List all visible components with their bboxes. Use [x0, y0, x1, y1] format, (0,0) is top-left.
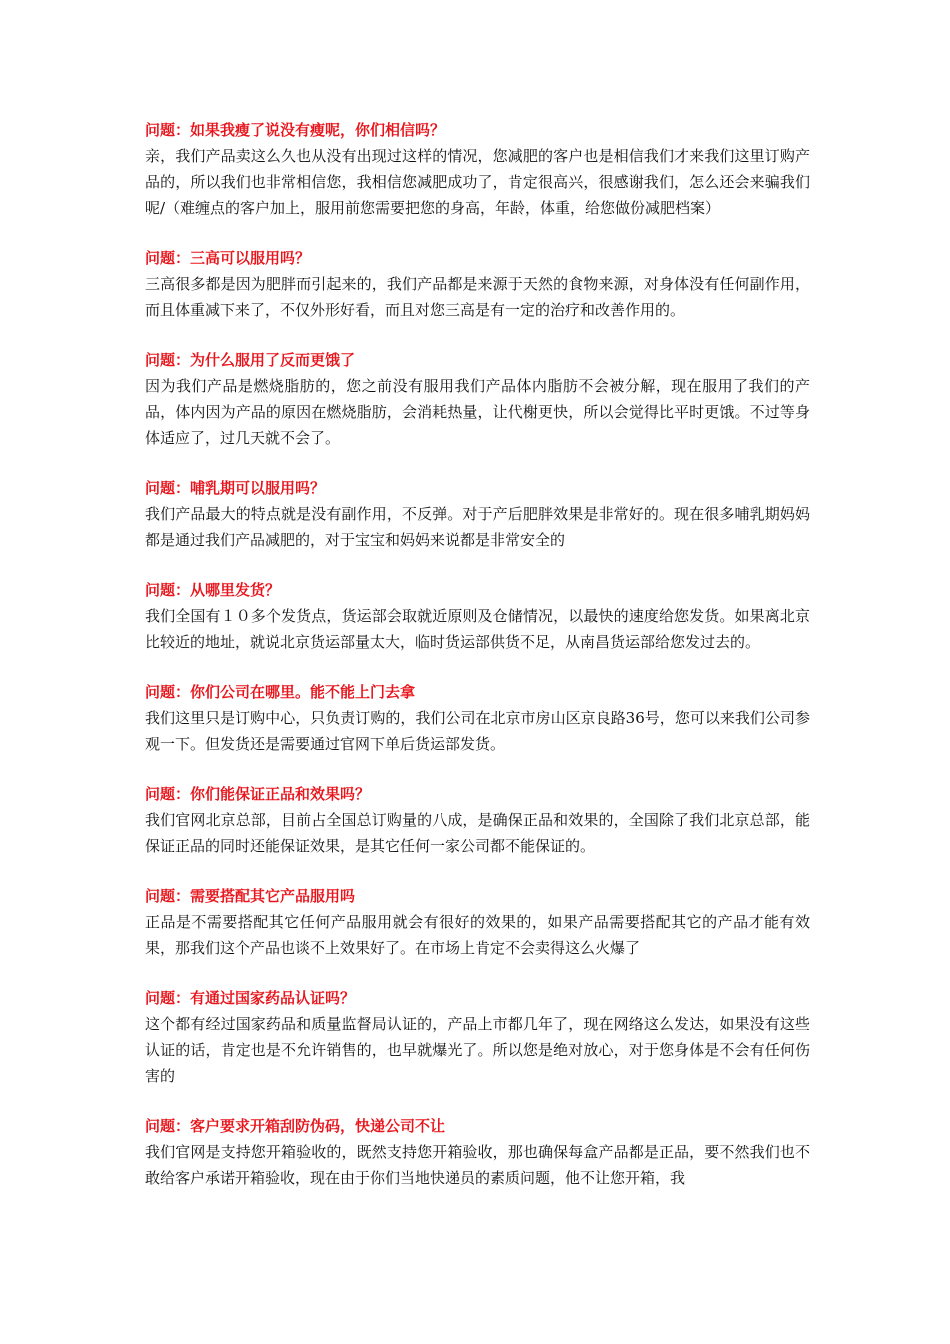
faq-item — [145, 577, 810, 655]
faq-item — [145, 117, 810, 221]
faq-answer: 我们产品最大的特点就是没有副作用，不反弹。对于产后肥胖效果是非常好的。现在很多哺乳期妈妈都是通过我们产品减肥的，对于宝宝和妈妈来说都是非常安全的 — [145, 505, 810, 549]
faq-answer: 我们官网是支持您开箱验收的，既然支持您开箱验收，那也确保每盒产品都是正品，要不然我们也不敢给客户承诺开箱验收，现在由于你们当地快递员的素质问题，他不让您开箱，我 — [145, 1143, 810, 1187]
faq-item — [145, 475, 810, 553]
faq-answer: 我们官网北京总部，目前占全国总订购量的八成，是确保正品和效果的，全国除了我们北京总部，能保证正品的同时还能保证效果，是其它任何一家公司都不能保证的。 — [145, 811, 810, 855]
faq-question: 问题：你们能保证正品和效果吗？ — [145, 785, 371, 803]
faq-question: 问题：哺乳期可以服用吗？ — [145, 479, 326, 497]
faq-question: 问题：客户要求开箱刮防伪码，快递公司不让 — [145, 1117, 446, 1135]
faq-answer: 因为我们产品是燃烧脂肪的，您之前没有服用我们产品体内脂肪不会被分解，现在服用了我们的产品，体内因为产品的原因在燃烧脂肪，会消耗热量，让代榭更快，所以会觉得比平时更饿。不过等身体适应了，过几天就不会了。 — [145, 377, 810, 447]
faq-item — [145, 781, 810, 859]
faq-question: 问题：你们公司在哪里。能不能上门去拿 — [145, 683, 416, 701]
faq-question: 问题：从哪里发货？ — [145, 581, 281, 599]
faq-question: 问题：有通过国家药品认证吗？ — [145, 989, 356, 1007]
faq-question: 问题：需要搭配其它产品服用吗 — [145, 887, 356, 905]
faq-item — [145, 1113, 810, 1191]
faq-answer: 我们全国有１０多个发货点，货运部会取就近原则及仓储情况，以最快的速度给您发货。如果离北京比较近的地址，就说北京货运部量太大，临时货运部供货不足，从南昌货运部给您发过去的。 — [145, 607, 810, 651]
faq-document — [145, 117, 810, 1215]
faq-answer: 三高很多都是因为肥胖而引起来的，我们产品都是来源于天然的食物来源，对身体没有任何副作用，而且体重减下来了，不仅外形好看，而且对您三高是有一定的治疗和改善作用的。 — [145, 275, 810, 319]
faq-item — [145, 679, 810, 757]
faq-question: 问题：为什么服用了反而更饿了 — [145, 351, 356, 369]
faq-question: 问题：三高可以服用吗？ — [145, 249, 311, 267]
faq-answer: 我们这里只是订购中心，只负责订购的，我们公司在北京市房山区京良路36号，您可以来我们公司参观一下。但发货还是需要通过官网下单后货运部发货。 — [145, 709, 810, 753]
faq-question: 问题：如果我瘦了说没有瘦呢，你们相信吗？ — [145, 121, 446, 139]
faq-item — [145, 985, 810, 1089]
faq-item — [145, 347, 810, 451]
faq-item — [145, 883, 810, 961]
faq-answer: 亲，我们产品卖这么久也从没有出现过这样的情况，您减肥的客户也是相信我们才来我们这里订购产品的，所以我们也非常相信您，我相信您减肥成功了，肯定很高兴，很感谢我们，怎么还会来骗我们呢/（难缠点的客户加上，服用前您需要把您的身高，年龄，体重，给您做份减肥档案） — [145, 147, 810, 217]
faq-item — [145, 245, 810, 323]
faq-answer: 正品是不需要搭配其它任何产品服用就会有很好的效果的，如果产品需要搭配其它的产品才能有效果，那我们这个产品也谈不上效果好了。在市场上肯定不会卖得这么火爆了 — [145, 913, 810, 957]
faq-answer: 这个都有经过国家药品和质量监督局认证的，产品上市都几年了，现在网络这么发达，如果没有这些认证的话，肯定也是不允许销售的，也早就爆光了。所以您是绝对放心，对于您身体是不会有任何伤害的 — [145, 1015, 810, 1085]
